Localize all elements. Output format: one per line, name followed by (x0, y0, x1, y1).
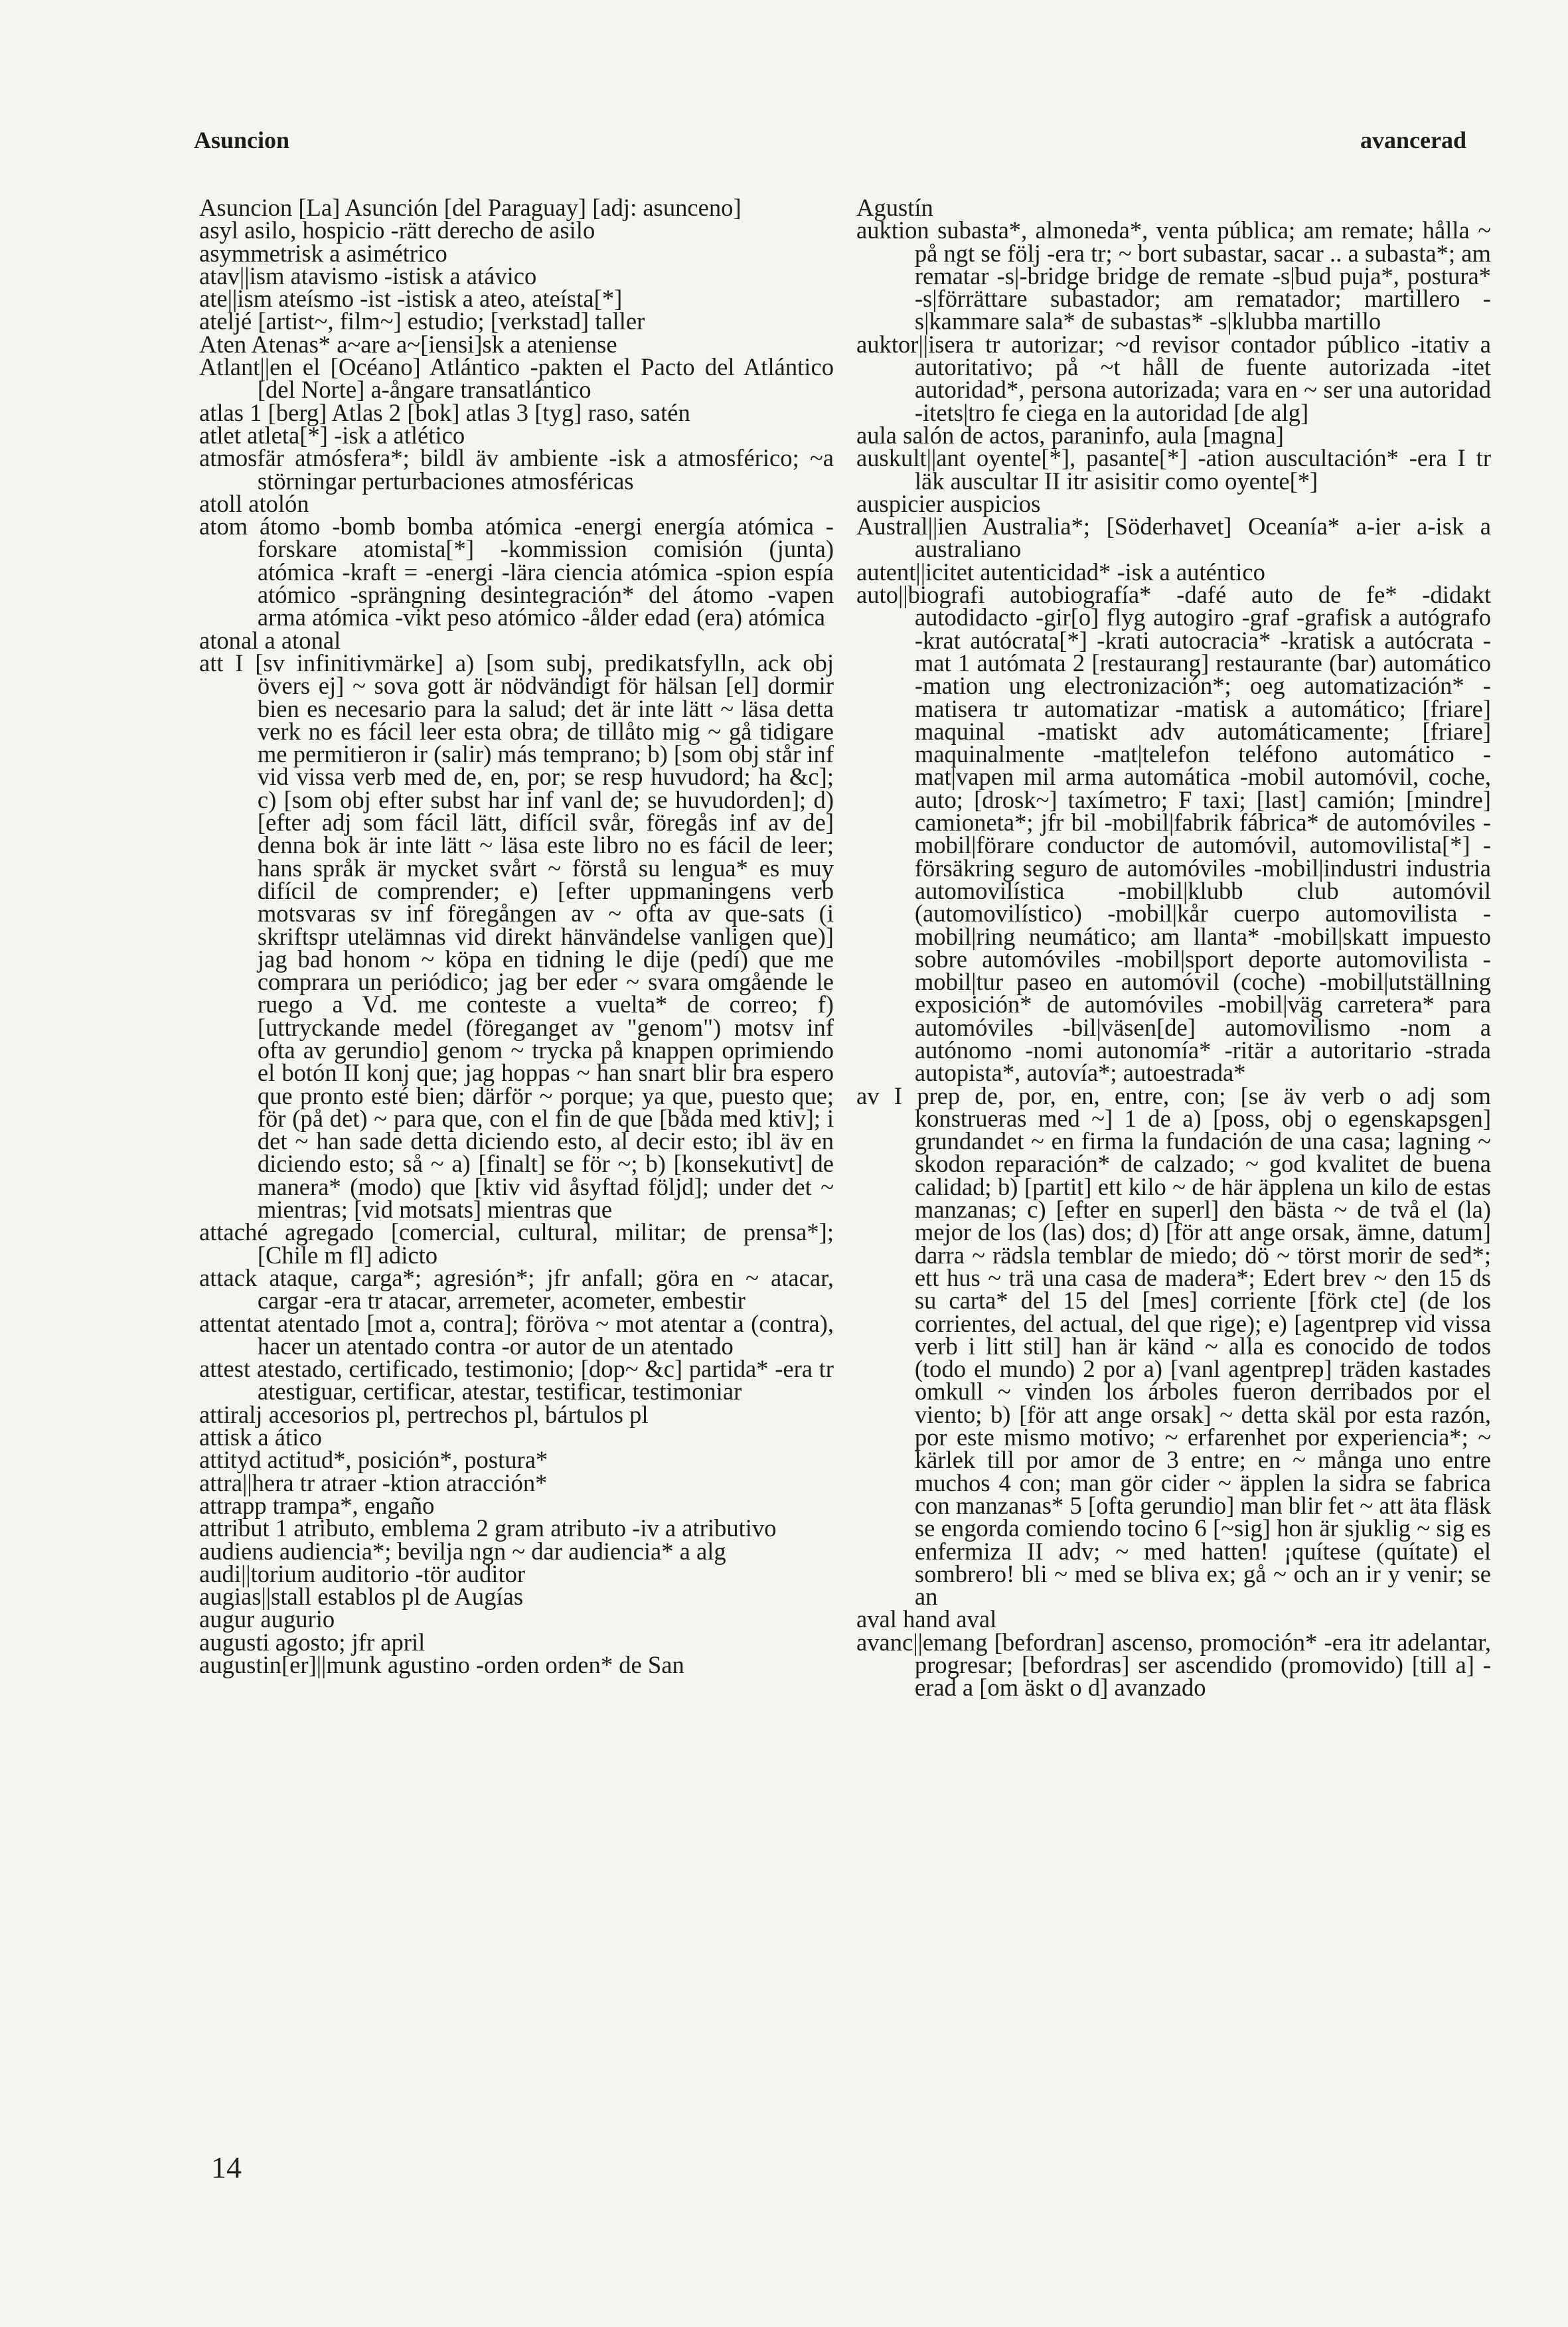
entry-attrapp: attrapp trampa*, engaño (199, 1491, 435, 1519)
entry-augiasstall: augias||stall establos pl de Augías (199, 1583, 524, 1611)
entry-continuation: Agustín (856, 194, 933, 221)
entry-attentat: attentat atentado [mot a, contra]; föröva ~ mot atentar a (contra), hacer un atentado contra -or autor de un atentado (199, 1309, 834, 1360)
running-head-right: avancerad (1360, 127, 1466, 153)
left-column (199, 194, 834, 1678)
entry-audiens: audiens audiencia*; bevilja ngn ~ dar audiencia* a alg (199, 1537, 726, 1565)
entry-attiralj: attiralj accesorios pl, pertrechos pl, bártulos pl (199, 1400, 649, 1428)
entry-asyl: asyl asilo, hospicio -rätt derecho de asilo (199, 216, 595, 244)
entry-auktorisera: auktor||isera tr autorizar; ~d revisor contador público -itativ a autoritativo; på ~t håll de fuente autorizada -itet autoridad*, persona autorizada; vara en ~ ser una autoridad -itets|tro fe ciega en la autoridad [de alg] (856, 330, 1491, 426)
entry-atom: atom átomo -bomb bomba atómica -energi energía atómica -forskare atomista[*] -kommission comisión (junta) atómica -kraft = -energi -lära ciencia atómica -spion espía atómico -sprängning desintegración* del átomo -vapen arma atómica -vikt peso atómico -ålder edad (era) atómica (199, 513, 834, 631)
entry-attisk: attisk a ático (199, 1423, 322, 1451)
entry-auditorium: audi||torium auditorio -tör auditor (199, 1560, 526, 1587)
entry-atelje: ateljé [artist~, film~] estudio; [verkstad] taller (199, 307, 645, 335)
entry-avancemang: avanc||emang [befordran] ascenso, promoción* -era itr adelantar, progresar; [befordras] ser ascendido (promovido) [till a] -erad a [om äskt o d] avanzado (856, 1628, 1491, 1702)
entry-attache: attaché agregado [comercial, cultural, militar; de prensa*]; [Chile m fl] adicto (199, 1218, 834, 1269)
running-head-left: Asuncion (194, 127, 290, 153)
entry-asuncion: Asuncion [La] Asunción [del Paraguay] [adj: asunceno] (199, 194, 742, 221)
entry-augusti: augusti agosto; jfr april (199, 1628, 426, 1656)
entry-atlanten: Atlant||en el [Océano] Atlántico -pakten el Pacto del Atlántico [del Norte] a-ångare transatlántico (199, 353, 834, 404)
page-number: 14 (211, 2150, 242, 2184)
entry-attack: attack ataque, carga*; agresión*; jfr anfall; göra en ~ atacar, cargar -era tr atacar, arremeter, acometer, embestir (199, 1263, 834, 1315)
entry-augustinermunk: augustin[er]||munk agustino -orden orden* de San (199, 1651, 684, 1678)
entry-autenticitet: autent||icitet autenticidad* -isk a auténtico (856, 558, 1265, 586)
entry-aval: aval hand aval (856, 1605, 997, 1633)
entry-atavism: atav||ism atavismo -istisk a atávico (199, 262, 537, 289)
entry-australien: Austral||ien Australia*; [Söderhavet] Oceanía* a-ier a-isk a australiano (856, 513, 1491, 563)
entry-attityd: attityd actitud*, posición*, postura* (199, 1446, 548, 1474)
entry-augur: augur augurio (199, 1605, 335, 1633)
entry-attest: attest atestado, certificado, testimonio; [dop~ &c] partida* -era tr atestiguar, certificar, atestar, testificar, testimoniar (199, 1355, 834, 1405)
entry-attrahera: attra||hera tr atraer -ktion atracción* (199, 1469, 548, 1496)
entry-attribut: attribut 1 atributo, emblema 2 gram atributo -iv a atributivo (199, 1514, 777, 1542)
entry-autobiografi: auto||biografi autobiografía* -dafé auto de fe* -didakt autodidacto -gir[o] flyg autogiro -graf -grafisk a autógrafo -krat autócrata[*] -krati autocracia* -kratisk a autócrata -mat 1 autómata 2 [restaurang] restaurante (bar) automático -mation ung electronización*; oeg automatización* -matisera tr automatizar -matisk a automático; [friare] maquinal -matiskt adv automáticamente; [friare] maquinalmente -mat|telefon teléfono automático -mat|vapen mil arma automática -mobil automóvil, coche, auto; [drosk~] taxímetro; F taxi; [last] camión; [mindre] camioneta*; jfr bil -mobil|fabrik fábrica* de automóviles -mobil|förare conductor de automóvil, automovilista[*] -försäkring seguro de automóviles -mobil|industri industria automovilística -mobil|klubb club automóvil (automovilístico) -mobil|kår cuerpo automovilista -mobil|ring neumático; am llanta* -mobil|skatt impuesto sobre automóviles -mobil|sport deporte automovilista -mobil|tur paseo en automóvil (coche) -mobil|utställning exposición* de automóviles -mobil|väg carretera* para automóviles -bil|väsen[de] automovilismo -nom a autónomo -nomi autonomía* -ritär a autoritario -strada autopista*, autovía*; autoestrada* (856, 581, 1491, 1087)
entry-asymmetrisk: asymmetrisk a asimétrico (199, 239, 447, 267)
entry-atonal: atonal a atonal (199, 626, 341, 654)
entry-atlas: atlas 1 [berg] Atlas 2 [bok] atlas 3 [tyg] raso, satén (199, 398, 690, 426)
entry-atoll: atoll atolón (199, 489, 309, 517)
entry-atmosfar: atmosfär atmósfera*; bildl äv ambiente -isk a atmosférico; ~a störningar perturbaciones atmosféricas (199, 444, 834, 495)
entry-auskultant: auskult||ant oyente[*], pasante[*] -ation auscultación* -era I tr läk auscultar II itr asisitir como oyente[*] (856, 444, 1491, 495)
entry-aula: aula salón de actos, paraninfo, aula [magna] (856, 421, 1284, 449)
entry-av: av I prep de, por, en, entre, con; [se äv verb o adj som konstrueras med ~] 1 de a) [poss, obj o egenskapsgen] grundandet ~ en firma la fundación de una casa; lagning ~ skodon reparación* de calzado; ~ god kvalitet de buena calidad; b) [partit] ett kilo ~ de här äpplena un kilo de estas manzanas; c) [efter en superl] den bästa ~ de två el (la) mejor de los (las) dos; d) [för att ange orsak, ämne, datum] darra ~ rädsla temblar de miedo; dö ~ törst morir de sed*; ett hus ~ trä una casa de madera*; Edert brev ~ den 15 ds su carta* del 15 del [mes] corriente [förk cte] (de los corrientes, del actual, del que rige); e) [agentprep vid vissa verb i litt stil] han är känd ~ alla es conocido de todos (todo el mundo) 2 por a) [vanl agentprep] träden kastades omkull ~ vinden los árboles fueron derribados por el viento; b) [för att ange orsak] ~ detta skäl por esta razón, por este mismo motivo; ~ erfarenhet por experiencia*; ~ kärlek till por amor de 3 entre; en ~ många uno entre muchos 4 con; man gör cider ~ äpplen la sidra se fabrica con manzanas* 5 [ofta gerundio] man blir fet ~ att äta fläsk se engorda comiendo tocino 6 [~sig] hon är sjuklig ~ sig es enfermiza II adv; ~ med hatten! ¡quítese (quítate) el sombrero! bli ~ med se bliva ex; gå ~ och an ir y venir; se an (856, 1082, 1491, 1611)
entry-auspicier: auspicier auspicios (856, 489, 1041, 517)
entry-ateism: ate||ism ateísmo -ist -istisk a ateo, ateísta[*] (199, 285, 623, 313)
entry-aten: Aten Atenas* a~are a~[iensi]sk a ateniense (199, 330, 617, 358)
entry-att: att I [sv infinitivmärke] a) [som subj, predikatsfylln, ack obj övers ej] ~ sova gott är nödvändigt för hälsan [el] dormir bien es necesario para la salud; det är inte lätt ~ läsa detta verk no es fácil leer esta obra; de tillåto mig ~ gå tidigare me permitieron ir (salir) más temprano; b) [som obj står inf vid vissa verb med de, en, por; se resp huvudord; ha &c]; c) [som obj efter subst har inf vanl de; se huvudorden]; d) [efter adj som fácil lätt, difícil svår, föregås inf av de] denna bok är inte lätt ~ läsa este libro no es fácil de leer; hans språk är mycket svårt ~ förstå su lengua* es muy difícil de comprender; e) [efter uppmaningens verb motsvaras sv inf föregången av ~ ofta av que-sats (i skriftspr utelämnas vid direkt hänvändelse vanligen que)] jag bad honom ~ köpa en tidning le dije (pedí) que me comprara un periódico; jag ber eder ~ svara omgående le ruego a Vd. me conteste a vuelta* de correo; f) [uttryckande medel (föreganget av "genom") motsv inf ofta av gerundio] genom ~ trycka på knappen oprimiendo el botón II konj que; jag hoppas ~ han snart blir bra espero que pronto esté bien; därför ~ porque; ya que, puesto que; för (på det) ~ para que, con el fin de que [båda med ktiv]; i det ~ han sade detta diciendo esto, al decir esto; ibl äv en diciendo esto; så ~ a) [finalt] se för ~; b) [konsekutivt] de manera* (modo) que [ktiv vid åsyftad följd]; under det ~ mientras; [vid motsats] mientras que (199, 649, 834, 1224)
entry-auktion: auktion subasta*, almoneda*, venta pública; am remate; hålla ~ på ngt se följ -era tr; ~ bort subastar, sacar .. a subasta*; am rematar -s|-bridge bridge de remate -s|bud puja*, postura* -s|förrättare subastador; am rematador; martillero -s|kammare sala* de subastas* -s|klubba martillo (856, 216, 1491, 335)
entry-atlet: atlet atleta[*] -isk a atlético (199, 421, 465, 449)
right-column (856, 194, 1491, 1702)
